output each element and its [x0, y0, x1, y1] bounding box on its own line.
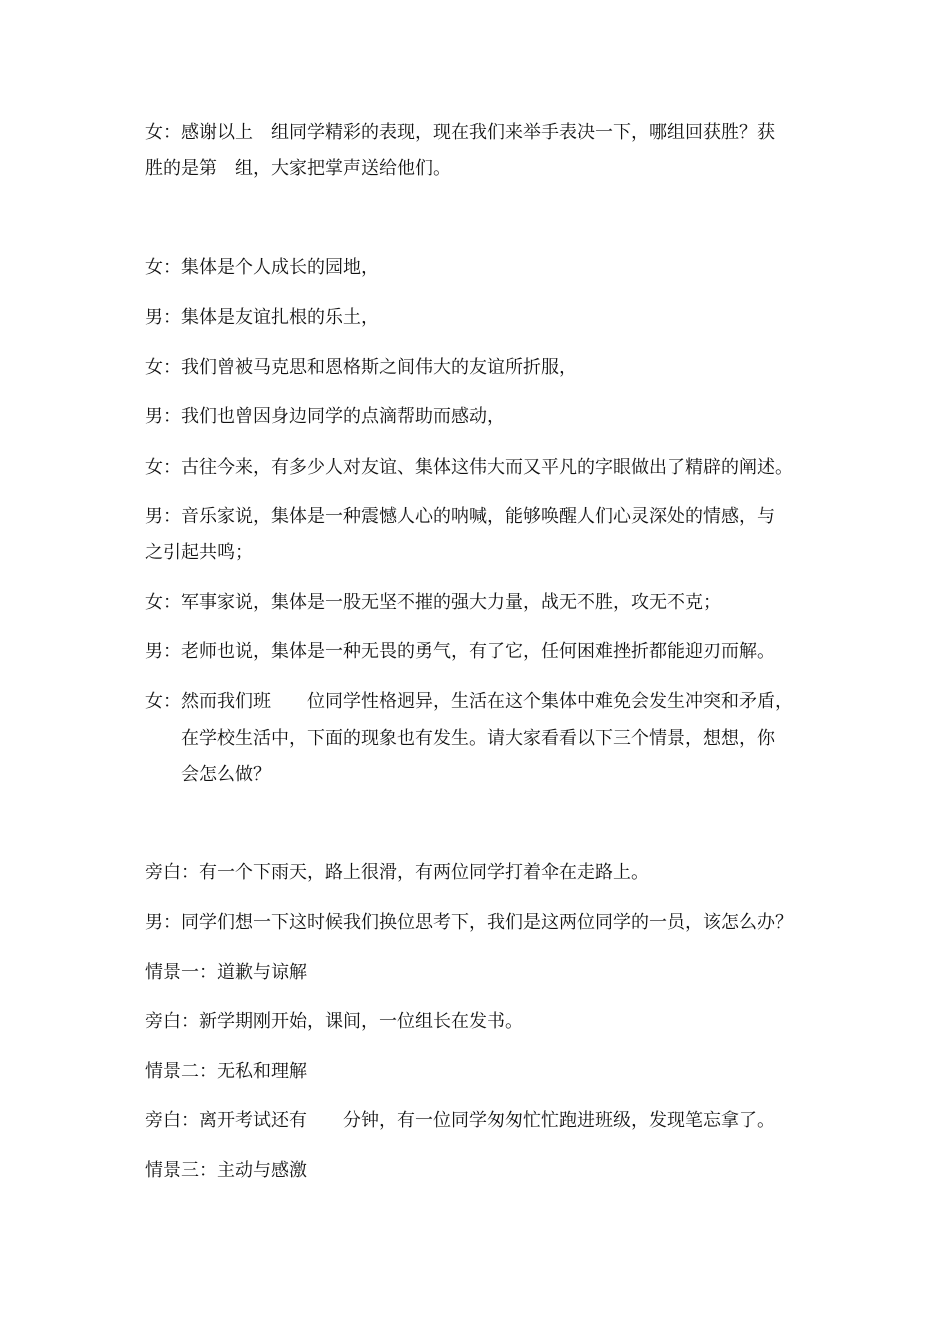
text-line-9: 之引起共鸣； [145, 542, 253, 563]
text-line-1: 女：感谢以上 组同学精彩的表现，现在我们来举手表决一下，哪组回获胜？获 [145, 122, 775, 143]
text-line-16: 男：同学们想一下这时候我们换位思考下，我们是这两位同学的一员，该怎么办？ [145, 912, 793, 933]
text-line-18: 旁白：新学期刚开始，课间，一位组长在发书。 [145, 1011, 523, 1032]
text-line-10: 女：军事家说，集体是一股无坚不摧的强大力量，战无不胜，攻无不克； [145, 592, 721, 613]
text-line-8: 男：音乐家说，集体是一种震憾人心的呐喊，能够唤醒人们心灵深处的情感，与 [145, 506, 775, 527]
text-line-17: 情景一：道歉与谅解 [145, 962, 307, 983]
text-line-21: 情景三：主动与感激 [145, 1160, 307, 1181]
text-line-2: 胜的是第 组，大家把掌声送给他们。 [145, 158, 451, 179]
text-line-5: 女：我们曾被马克思和恩格斯之间伟大的友谊所折服， [145, 357, 577, 378]
text-line-20: 旁白：离开考试还有 分钟，有一位同学匆匆忙忙跑进班级，发现笔忘拿了。 [145, 1110, 775, 1131]
text-line-7: 女：古往今来，有多少人对友谊、集体这伟大而又平凡的字眼做出了精辟的阐述。 [145, 457, 793, 478]
text-line-12: 女：然而我们班 位同学性格迥异，生活在这个集体中难免会发生冲突和矛盾， [145, 691, 793, 712]
text-line-13: 在学校生活中，下面的现象也有发生。请大家看看以下三个情景，想想，你 [181, 728, 775, 749]
text-line-3: 女：集体是个人成长的园地， [145, 257, 379, 278]
text-line-14: 会怎么做？ [181, 764, 271, 785]
text-line-4: 男：集体是友谊扎根的乐土， [145, 307, 379, 328]
text-line-19: 情景二：无私和理解 [145, 1061, 307, 1082]
text-line-15: 旁白：有一个下雨天，路上很滑，有两位同学打着伞在走路上。 [145, 862, 649, 883]
text-line-11: 男：老师也说，集体是一种无畏的勇气，有了它，任何困难挫折都能迎刃而解。 [145, 641, 775, 662]
text-line-6: 男：我们也曾因身边同学的点滴帮助而感动， [145, 406, 505, 427]
